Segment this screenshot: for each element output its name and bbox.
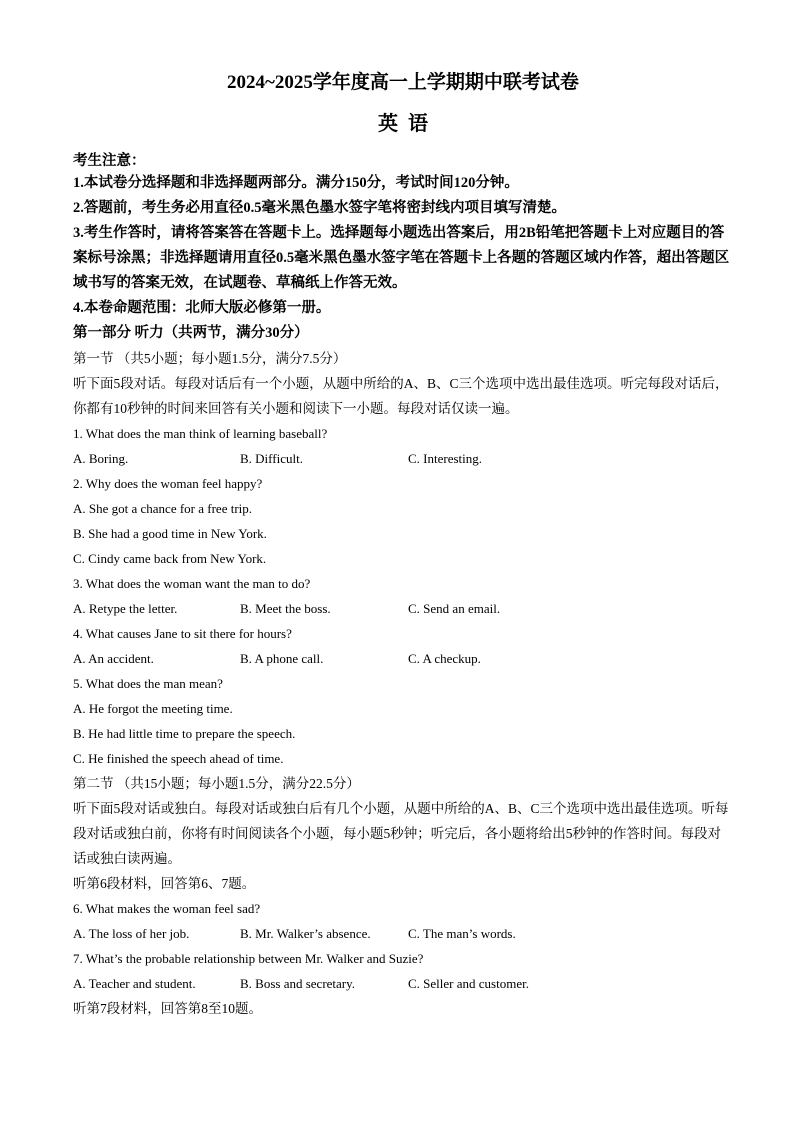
question-stem: 2. Why does the woman feel happy? [73, 476, 263, 491]
option-c: C. He finished the speech ahead of time. [73, 751, 284, 766]
candidate-notice [73, 151, 733, 321]
option-c: C. Seller and customer. [408, 976, 529, 991]
subject-title: 英语 [378, 113, 438, 135]
notice-item: 2.答题前，考生务必用直径0.5毫米黑色墨水签字笔将密封线内项目填写清楚。 [73, 200, 566, 216]
option-a: A. Teacher and student. [73, 976, 196, 991]
material-note: 听第6段材料，回答第6、7题。 [73, 876, 256, 891]
option-c: C. Interesting. [408, 451, 483, 466]
question-options [73, 646, 733, 671]
exam-page [73, 68, 733, 1021]
notice-heading: 考生注意： [73, 153, 146, 169]
part-title: 第一部分 听力（共两节，满分30分） [73, 325, 309, 341]
option-b: B. He had little time to prepare the speech. [73, 726, 296, 741]
question [73, 471, 733, 571]
question-stem: 7. What’s the probable relationship between Mr. Walker and Suzie? [73, 951, 424, 966]
question-stem: 3. What does the woman want the man to do? [73, 576, 311, 591]
option-a: A. The loss of her job. [73, 926, 190, 941]
option-a: A. Boring. [73, 451, 129, 466]
option-a: A. He forgot the meeting time. [73, 701, 233, 716]
option-c: C. The man’s words. [408, 926, 516, 941]
question-stem: 5. What does the man mean? [73, 676, 223, 691]
question-stem: 6. What makes the woman feel sad? [73, 901, 261, 916]
question [73, 671, 733, 771]
option-b: B. Mr. Walker’s absence. [240, 926, 371, 941]
question-options [73, 596, 733, 621]
question-stem: 4. What causes Jane to sit there for hours? [73, 626, 292, 641]
material-note: 听第7段材料，回答第8至10题。 [73, 1001, 262, 1016]
option-c: C. Send an email. [408, 601, 501, 616]
option-b: B. Meet the boss. [240, 601, 331, 616]
option-a: A. Retype the letter. [73, 601, 178, 616]
question-stem: 1. What does the man think of learning baseball? [73, 426, 328, 441]
option-c: C. Cindy came back from New York. [73, 551, 267, 566]
option-a: A. She got a chance for a free trip. [73, 501, 253, 516]
question [73, 946, 733, 996]
question [73, 896, 733, 946]
question [73, 621, 733, 671]
section-instructions: 听下面5段对话或独白。每段对话或独白后有几个小题，从题中所给的A、B、C三个选项中选出最佳选项。听每段对话或独白前，你将有时间阅读各个小题，每小题5秒钟；听完后，各小题将给出5秒钟的作答时间。每段对话或独白读两遍。 [73, 801, 729, 866]
question-options [73, 446, 733, 471]
section-title: 第二节 （共15小题；每小题1.5分，满分22.5分） [73, 776, 360, 791]
option-c: C. A checkup. [408, 651, 481, 666]
question-options [73, 921, 733, 946]
option-b: B. Boss and secretary. [240, 976, 356, 991]
question-options [73, 971, 733, 996]
notice-item: 3.考生作答时，请将答案答在答题卡上。选择题每小题选出答案后，用2B铅笔把答题卡上对应题目的答案标号涂黑；非选择题请用直径0.5毫米黑色墨水签字笔在答题卡上各题的答题区域内作答，超出答题区域书写的答案无效，在试题卷、草稿纸上作答无效。 [73, 225, 730, 291]
question [73, 571, 733, 621]
option-b: B. A phone call. [240, 651, 324, 666]
option-b: B. She had a good time in New York. [73, 526, 267, 541]
section-title: 第一节 （共5小题；每小题1.5分，满分7.5分） [73, 351, 347, 366]
exam-title: 2024~2025学年度高一上学期期中联考试卷 [227, 72, 579, 93]
notice-item: 4.本卷命题范围：北师大版必修第一册。 [73, 300, 331, 316]
option-a: A. An accident. [73, 651, 154, 666]
section-instructions: 听下面5段对话。每段对话后有一个小题，从题中所给的A、B、C三个选项中选出最佳选项。听完每段对话后，你都有10秒钟的时间来回答有关小题和阅读下一小题。每段对话仅读一遍。 [73, 376, 729, 416]
question [73, 421, 733, 471]
notice-item: 1.本试卷分选择题和非选择题两部分。满分150分，考试时间120分钟。 [73, 175, 519, 191]
option-b: B. Difficult. [240, 451, 303, 466]
